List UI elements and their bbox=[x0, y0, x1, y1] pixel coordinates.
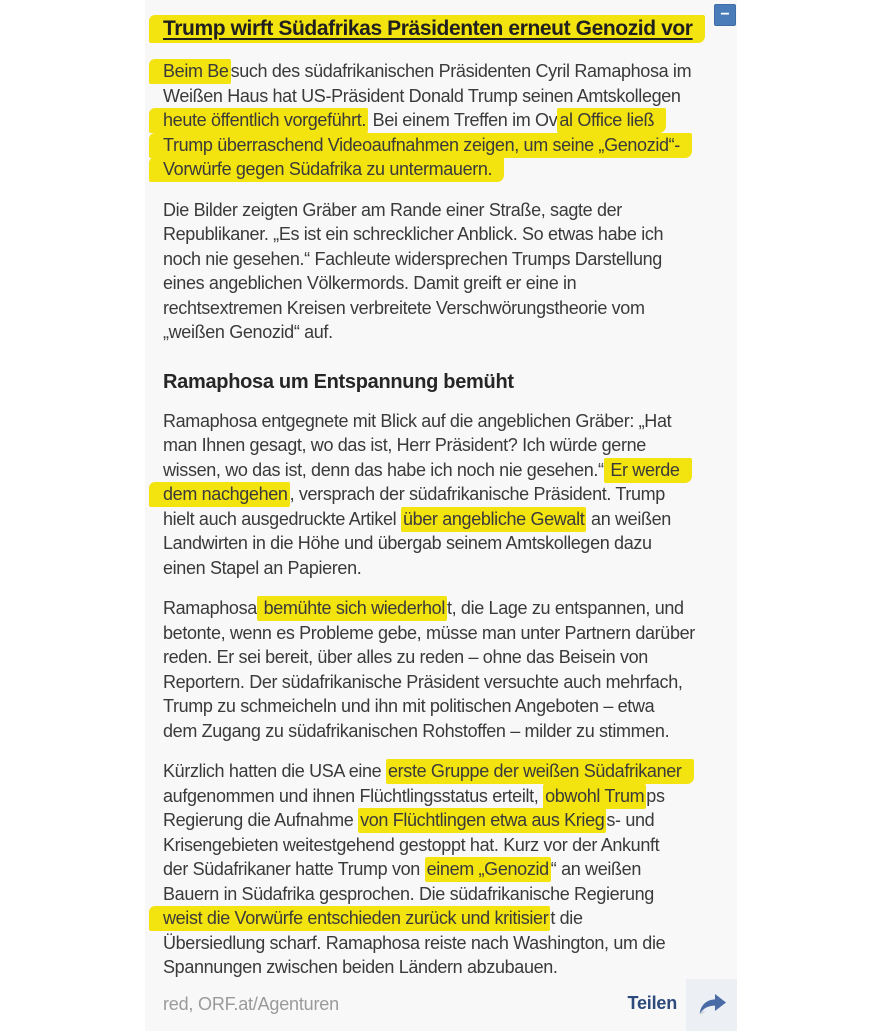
text-segment: der Südafrikaner hatte Trump von bbox=[163, 859, 425, 879]
byline: red, ORF.at/Agenturen bbox=[163, 994, 339, 1014]
paragraph bbox=[163, 198, 720, 345]
text-line bbox=[163, 857, 720, 882]
text-line bbox=[163, 296, 720, 321]
text-segment: einen Stapel an Papieren. bbox=[163, 557, 362, 578]
text-line bbox=[163, 955, 720, 980]
text-segment: Trump zu schmeicheln und ihn mit politischen Angeboten – etwa bbox=[163, 696, 655, 716]
text-line bbox=[163, 808, 720, 833]
text-segment: dem Zugang zu südafrikanischen Rohstoffen – milder zu stimmen. bbox=[163, 720, 670, 741]
text-segment: Die Bilder zeigten Gräber am Rande einer Straße, sagte der bbox=[163, 199, 622, 220]
text-segment: s- und bbox=[606, 810, 655, 830]
text-line bbox=[163, 507, 720, 532]
text-line bbox=[163, 247, 720, 272]
text-line bbox=[163, 157, 720, 182]
highlight: einem „Genozid bbox=[425, 857, 551, 882]
text-line bbox=[163, 784, 720, 809]
text-segment: Kürzlich hatten die USA eine bbox=[163, 761, 386, 781]
text-segment: reden. Er sei bereit, über alles zu reden – ohne das Beisein von bbox=[163, 647, 648, 667]
text-segment: aufgenommen und ihnen Flüchtlingsstatus erteilt, bbox=[163, 785, 544, 806]
article-panel bbox=[145, 0, 737, 1031]
text-line bbox=[163, 59, 720, 84]
text-segment: t, die Lage zu entspannen, und bbox=[446, 598, 684, 618]
text-segment: Reportern. Der südafrikanische Präsident versuchte auch mehrfach, bbox=[163, 671, 683, 692]
text-line bbox=[163, 531, 720, 556]
highlight: Er werde bbox=[604, 458, 692, 483]
text-line bbox=[163, 556, 720, 581]
text-line bbox=[163, 271, 720, 296]
share-label[interactable]: Teilen bbox=[627, 993, 677, 1013]
text-line bbox=[163, 882, 720, 907]
highlight: über angebliche Gewalt bbox=[401, 507, 586, 532]
text-segment: ps bbox=[646, 785, 665, 806]
text-line bbox=[163, 906, 720, 931]
text-segment: man Ihnen gesagt, wo das ist, Herr Präsident? Ich würde gerne bbox=[163, 435, 646, 455]
text-line bbox=[163, 409, 720, 434]
text-line bbox=[163, 320, 720, 345]
text-segment: an weißen bbox=[586, 508, 671, 529]
text-line bbox=[163, 458, 720, 483]
text-segment: Weißen Haus hat US-Präsident Donald Trump seinen Amtskollegen bbox=[163, 85, 681, 106]
text-line bbox=[163, 133, 720, 158]
text-segment: noch nie gesehen.“ Fachleute widersprechen Trumps Darstellung bbox=[163, 248, 662, 269]
text-line bbox=[163, 433, 720, 458]
text-segment: betonte, wenn es Probleme gebe, müsse man unter Partnern darüber bbox=[163, 622, 695, 643]
text-line bbox=[163, 833, 720, 858]
text-line bbox=[163, 108, 720, 133]
section-heading: Ramaphosa um Entspannung bemüht bbox=[163, 370, 514, 393]
text-line bbox=[163, 621, 720, 646]
highlight: Vorwürfe gegen Südafrika zu untermauern. bbox=[149, 157, 504, 182]
highlight: von Flüchtlingen etwa aus Krieg bbox=[358, 808, 606, 833]
text-line bbox=[163, 931, 720, 956]
paragraph bbox=[163, 759, 720, 980]
text-segment: “ an weißen bbox=[550, 859, 641, 879]
article-body bbox=[163, 59, 720, 980]
text-segment: Bei einem Treffen im Ov bbox=[368, 110, 558, 130]
text-segment: „weißen Genozid“ auf. bbox=[163, 322, 333, 342]
minimize-button[interactable]: − bbox=[714, 4, 736, 26]
highlight: heute öffentlich vorgeführt. bbox=[149, 108, 368, 133]
text-segment: t die bbox=[550, 908, 583, 928]
text-segment: such des südafrikanischen Präsidenten Cyril Ramaphosa im bbox=[230, 61, 692, 81]
paragraph bbox=[163, 59, 720, 182]
text-segment: Ramaphosa bbox=[163, 598, 257, 618]
text-line bbox=[163, 482, 720, 507]
text-line bbox=[163, 84, 720, 109]
text-segment: Spannungen zwischen beiden Ländern abzubauen. bbox=[163, 957, 558, 977]
text-line bbox=[163, 694, 720, 719]
text-segment: Bauern in Südafrika gesprochen. Die südafrikanische Regierung bbox=[163, 883, 654, 904]
highlight: erste Gruppe der weißen Südafrikaner bbox=[386, 759, 694, 784]
text-segment: rechtsextremen Kreisen verbreitete Verschwörungstheorie vom bbox=[163, 297, 645, 318]
text-segment: , versprach der südafrikanische Präsident. Trump bbox=[289, 484, 665, 504]
highlight: dem nachgehen bbox=[149, 482, 290, 507]
highlight: obwohl Trum bbox=[543, 784, 646, 809]
paragraph bbox=[163, 409, 720, 581]
highlight: weist die Vorwürfe entschieden zurück und kritisier bbox=[149, 906, 550, 931]
text-segment: Ramaphosa entgegnete mit Blick auf die angeblichen Gräber: „Hat bbox=[163, 410, 672, 431]
text-segment: wissen, wo das ist, denn das habe ich noch nie gesehen.“ bbox=[163, 459, 604, 480]
text-segment: hielt auch ausgedruckte Artikel bbox=[163, 508, 401, 529]
article-title[interactable] bbox=[163, 14, 720, 43]
text-line bbox=[163, 759, 720, 784]
text-segment: Republikaner. „Es ist ein schrecklicher Anblick. So etwas habe ich bbox=[163, 224, 664, 244]
highlight: al Office ließ bbox=[557, 108, 666, 133]
text-segment: Übersiedlung scharf. Ramaphosa reiste nach Washington, um die bbox=[163, 932, 666, 953]
highlight: Beim Be bbox=[149, 59, 231, 84]
share-button[interactable] bbox=[686, 979, 737, 1031]
title-highlight: Trump wirft Südafrikas Präsidenten erneut Genozid vor bbox=[149, 15, 705, 43]
text-segment: Landwirten in die Höhe und übergab seinem Amtskollegen dazu bbox=[163, 533, 652, 553]
text-line bbox=[163, 719, 720, 744]
text-line bbox=[163, 645, 720, 670]
text-line bbox=[163, 596, 720, 621]
highlight: bemühte sich wiederhol bbox=[257, 596, 447, 621]
highlight: Trump überraschend Videoaufnahmen zeigen, um seine „Genozid“- bbox=[149, 133, 692, 158]
text-segment: eines angeblichen Völkermords. Damit greift er eine in bbox=[163, 273, 577, 293]
text-line bbox=[163, 198, 720, 223]
text-segment: Regierung die Aufnahme bbox=[163, 810, 359, 830]
share-arrow-icon bbox=[696, 992, 728, 1019]
paragraph bbox=[163, 596, 720, 743]
text-line bbox=[163, 670, 720, 695]
text-segment: Krisengebieten weitestgehend gestoppt hat. Kurz vor der Ankunft bbox=[163, 834, 660, 855]
text-line bbox=[163, 222, 720, 247]
